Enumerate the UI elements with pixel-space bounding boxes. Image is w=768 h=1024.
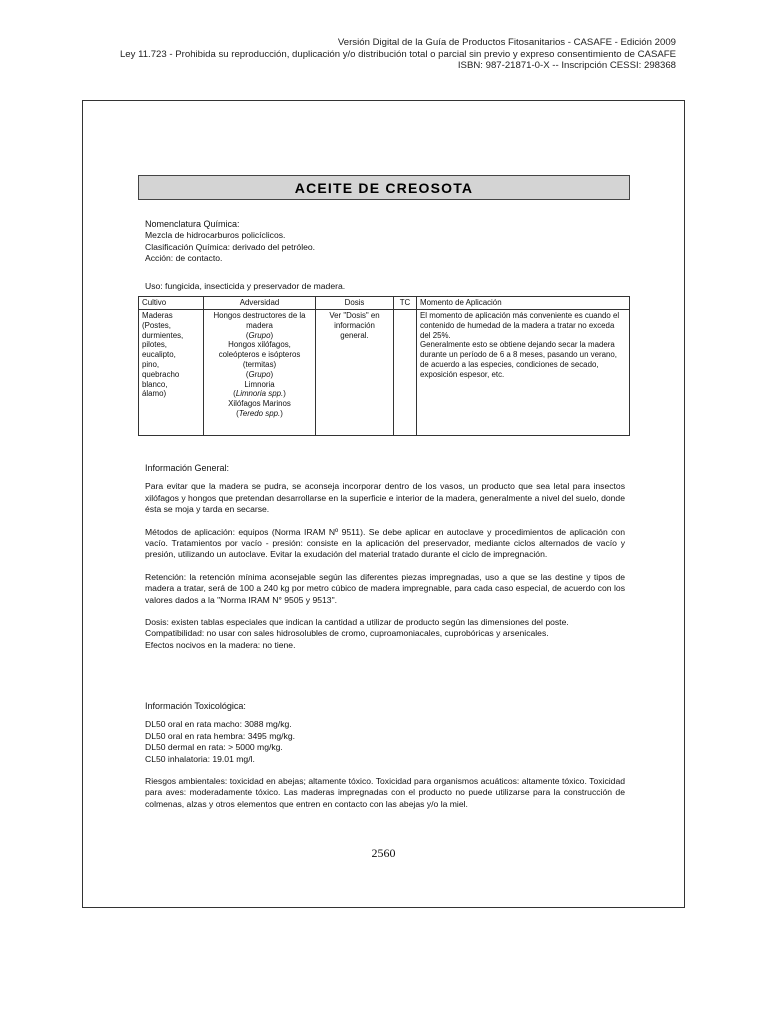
metodos-aplicacion: Métodos de aplicación: equipos (Norma IRAM Nº 9511). Se debe aplicar en autoclave y procedimientos de aplicación con vacío. Tratamientos por vacío - presión: consiste en la aplicación del preservador, mediante ciclos alternados de vacío y presión, utilizando un autoclave. Evitar la exudación del material tratado durante el ciclo de impregnación.: [145, 526, 625, 560]
page-number: 2560: [371, 846, 396, 860]
adversidad-grupo: Grupo: [248, 330, 271, 340]
accion: Acción: de contacto.: [145, 253, 223, 264]
table-row: [139, 310, 630, 436]
info-tox-section: [145, 701, 625, 810]
momento-text-2: Generalmente esto se obtiene dejando secar la madera durante un período de 6 a 8 meses, pasando un verano, de acuerdo a las especies, condiciones de secado, exposición espesor, etc.: [420, 340, 617, 379]
uso-line: Uso: fungicida, insecticida y preservador de madera.: [145, 281, 346, 291]
info-general-p1: Para evitar que la madera se pudra, se aconseja incorporar dentro de los vasos, un producto que sea letal para insectos xilófagos y hongos que pretendan desarrollarse en la superficie e interior de la madera, generalmente a nivel del suelo, donde ésta se moja y tarda en secarse.: [145, 481, 625, 515]
page-header: [120, 37, 676, 72]
cell-tc: [394, 310, 417, 436]
header-line-2: Ley 11.723 - Prohibida su reproducción, duplicación y/o distribución total o parcial sin previo y expreso consentimiento de CASAFE: [119, 48, 676, 60]
nomenclatura-label: Nomenclatura Química:: [145, 219, 240, 229]
cell-dosis: Ver "Dosis" en información general.: [316, 310, 394, 436]
adversidad-species: Teredo spp.: [238, 408, 281, 418]
adversidad-line: Xilófagos Marinos: [228, 399, 291, 409]
adversidad-grupo: Grupo: [248, 369, 271, 379]
col-momento: Momento de Aplicación: [417, 297, 630, 310]
table-header-row: [139, 297, 630, 310]
dl50-oral-hembra: DL50 oral en rata hembra: 3495 mg/kg.: [145, 730, 296, 741]
cultivo-line: (Postes,: [142, 320, 171, 330]
cultivo-line: quebracho: [142, 369, 180, 379]
col-tc: TC: [394, 297, 417, 310]
col-cultivo: Cultivo: [139, 297, 204, 310]
adversidad-line: Limnoria: [244, 379, 275, 389]
product-title: ACEITE DE CREOSOTA: [138, 175, 630, 200]
efectos-nocivos: Efectos nocivos en la madera: no tiene.: [145, 639, 296, 650]
dosis-info: Dosis: existen tablas especiales que indican la cantidad a utilizar de producto según las dimensiones del poste.: [145, 617, 569, 628]
col-adversidad: Adversidad: [204, 297, 316, 310]
cultivo-line: blanco,: [142, 379, 168, 389]
riesgos-ambientales: Riesgos ambientales: toxicidad en abejas; altamente tóxico. Toxicidad para organismos acuáticos: altamente tóxico. Toxicidad para aves: moderadamente tóxico. Las maderas impregnadas con el producto no puede utilizarse para la construcción de colmenas, alzas y otros elementos que entren en contacto con las abejas y/o la miel.: [145, 776, 625, 809]
cell-adversidad: Hongos destructores de la madera (Grupo) Hongos xilófagos, coleópteros e isópteros (termitas) (Grupo) Limnoria (Limnoria spp.) Xilófagos Marinos (Teredo spp.): [204, 310, 316, 436]
cultivo-line: durmientes,: [142, 330, 184, 340]
cultivo-line: pino,: [142, 359, 160, 369]
header-line-3: ISBN: 987-21871-0-X -- Inscripción CESSI: 298368: [457, 60, 676, 71]
cultivo-line: eucalipto,: [142, 350, 176, 360]
info-tox-label: Información Toxicológica:: [145, 701, 246, 711]
compatibilidad: Compatibilidad: no usar con sales hidrosolubles de cromo, cuproamoniacales, cuprobóricas y arsenicales.: [145, 628, 549, 639]
adversidad-line: Hongos destructores de la madera: [213, 311, 306, 330]
uso-table: [138, 296, 630, 436]
dl50-oral-macho: DL50 oral en rata macho: 3088 mg/kg.: [145, 719, 292, 730]
momento-text: El momento de aplicación más conveniente es cuando el contenido de humedad de la madera a tratar no exceda del 25%.: [420, 311, 620, 340]
cultivo-line: pilotes,: [142, 340, 168, 350]
adversidad-line: Hongos xilófagos, coleópteros e isópteros (termitas): [218, 340, 301, 369]
info-general-label: Información General:: [145, 463, 230, 473]
col-dosis: Dosis: [316, 297, 394, 310]
cultivo-line: Maderas: [142, 311, 173, 320]
cl50-inhalatoria: CL50 inhalatoria: 19.01 mg/l.: [145, 753, 255, 764]
nomenclatura-value: Mezcla de hidrocarburos policíclicos.: [145, 230, 286, 241]
dl50-dermal: DL50 dermal en rata: > 5000 mg/kg.: [145, 742, 283, 753]
retencion: Retención: la retención mínima aconsejable según las diferentes piezas impregnadas, uso a que se las destine y tipos de madera a tratar, será de 100 a 240 kg por metro cúbico de madera impregnable, para cada caso especial, de acuerdo con los valores dados a la "Norma IRAM N° 9505 y 9513".: [145, 571, 625, 605]
cultivo-line: álamo): [142, 389, 167, 399]
adversidad-species: Limnoria spp.: [235, 389, 284, 399]
nomenclatura-section: [145, 219, 625, 265]
cell-cultivo: [139, 310, 204, 436]
clasificacion-quimica: Clasificación Química: derivado del petróleo.: [145, 241, 316, 252]
info-general-section: [145, 463, 625, 651]
cell-momento: [417, 310, 630, 436]
header-line-1: Versión Digital de la Guía de Productos Fitosanitarios - CASAFE - Edición 2009: [337, 37, 676, 48]
document-frame: [82, 100, 685, 908]
